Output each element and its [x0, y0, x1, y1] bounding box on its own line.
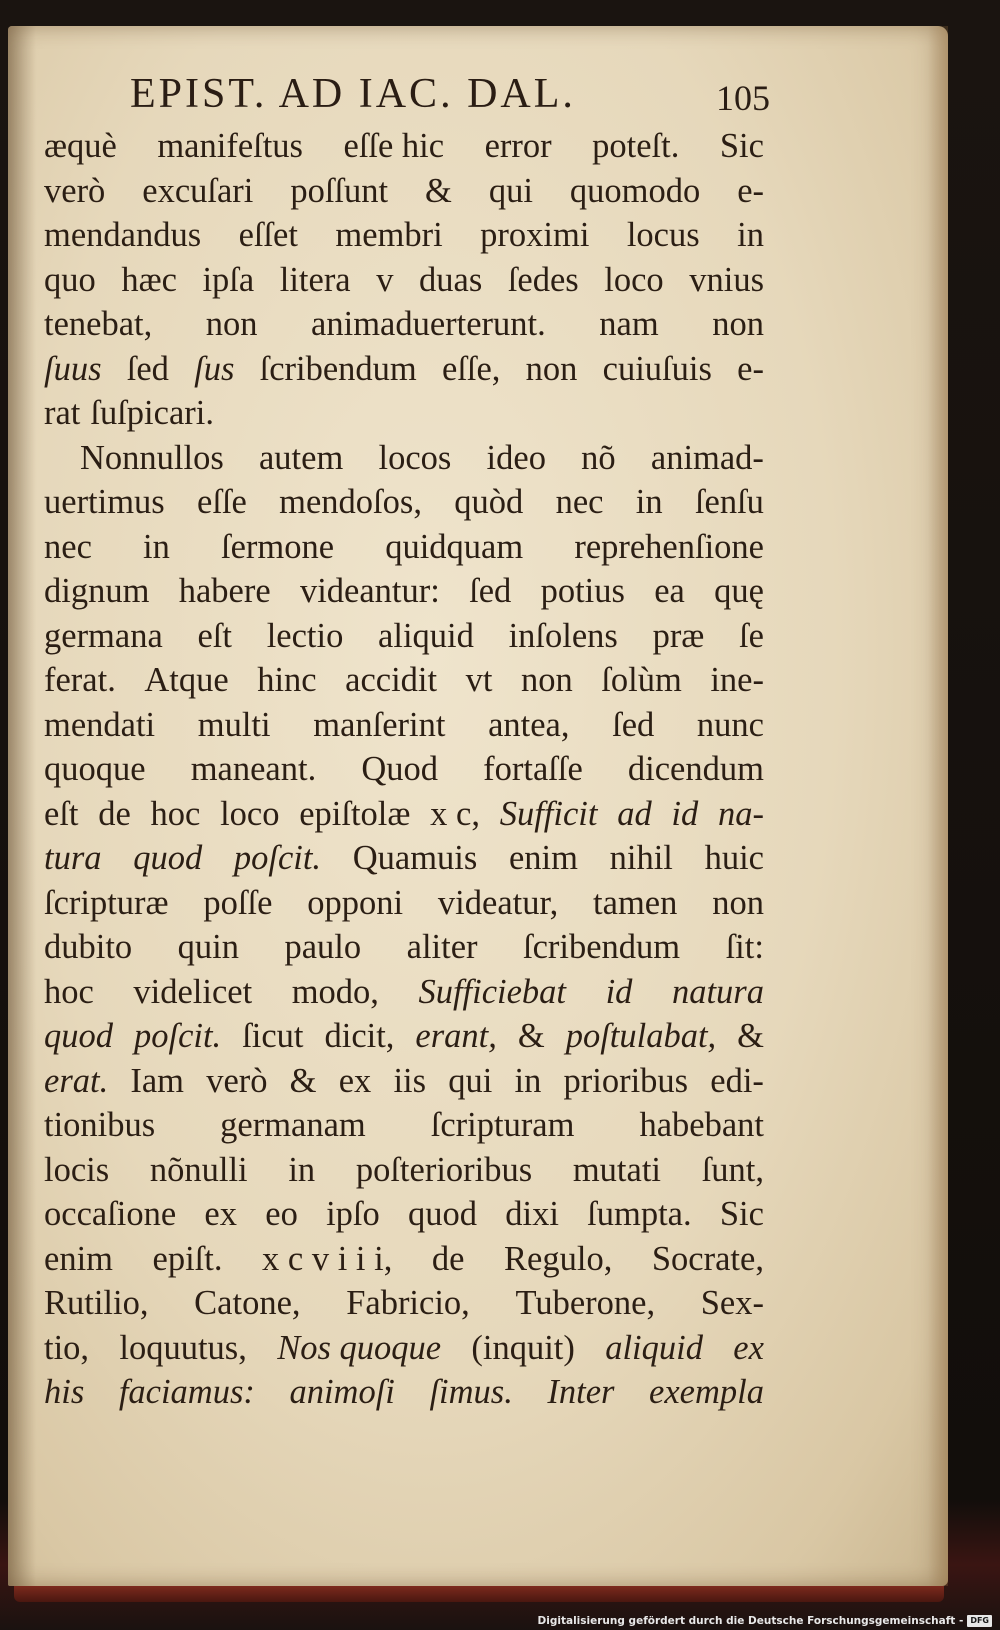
word: Sic [719, 1195, 764, 1233]
word: reprehenſione [574, 527, 764, 566]
word: animoſi [289, 1373, 395, 1411]
word: Inter [547, 1373, 615, 1411]
word: Fabricio, [346, 1284, 470, 1322]
word: quidquam [385, 527, 524, 566]
word: hoc [150, 794, 201, 833]
word: quin [177, 928, 239, 966]
text-line [44, 614, 764, 659]
word: accidit [345, 661, 438, 699]
word: id [671, 794, 699, 833]
word: eſſe [197, 483, 247, 521]
text-line [44, 925, 764, 970]
word: nunc [696, 705, 764, 744]
word: non [205, 305, 258, 343]
word: rat [44, 394, 81, 432]
text-line [44, 213, 764, 258]
word: ſolùm [601, 661, 682, 699]
word: Nos quoque [277, 1328, 442, 1367]
text-line [44, 1103, 764, 1148]
word: nec [555, 483, 604, 521]
word: tura [44, 839, 102, 877]
word: ea [654, 572, 685, 610]
word: manſerint [313, 705, 446, 744]
word: loco [604, 260, 664, 299]
word: de [98, 794, 131, 833]
word: ferat. [44, 661, 116, 699]
word: ipſa [202, 260, 255, 299]
word: nec [44, 527, 92, 566]
word: qui [448, 1061, 493, 1100]
word: epiſt. [152, 1239, 223, 1278]
text-line [44, 1326, 764, 1371]
word: mutati [572, 1150, 661, 1189]
word: poſſe [203, 883, 273, 922]
word: vt [465, 661, 493, 699]
word: Iam [130, 1061, 185, 1100]
word: locos [378, 438, 452, 477]
word: nõnulli [149, 1150, 248, 1189]
word: faciamus: [118, 1373, 255, 1411]
word: in [288, 1150, 316, 1189]
word: proximi [480, 216, 590, 254]
word: ſimus. [429, 1373, 513, 1411]
text-line [44, 881, 764, 926]
word: (inquit) [471, 1328, 575, 1367]
word: modo, [291, 972, 379, 1011]
word: & [425, 171, 452, 210]
word: dicit, [324, 1017, 395, 1055]
dfg-logo: DFG [967, 1615, 992, 1627]
word: ex [338, 1061, 372, 1100]
word: quę [714, 572, 764, 610]
word: quomodo [569, 171, 701, 210]
text-line [44, 658, 764, 703]
credit-text: Digitalisierung gefördert durch die Deutsche Forschungsgemeinschaft - [537, 1615, 964, 1627]
word: ine- [710, 661, 764, 699]
word: multi [197, 705, 271, 744]
word: non [525, 349, 578, 388]
word: eſſe, [442, 349, 501, 388]
book-block-edge [14, 1586, 944, 1602]
digitization-credit [538, 1612, 992, 1630]
page-edge [928, 26, 948, 1586]
word: videatur, [437, 883, 559, 922]
word: poſterioribus [355, 1150, 533, 1189]
word: loco [220, 794, 280, 833]
word: Sufficit [499, 794, 598, 833]
word: in [737, 216, 764, 254]
word: hinc [257, 661, 317, 699]
word: dubito [44, 928, 133, 966]
word: præ [652, 616, 705, 655]
word: tio, [44, 1328, 90, 1367]
text-line [44, 1281, 764, 1326]
word: mendati [44, 705, 156, 744]
word: ſus [194, 349, 235, 388]
text-line [44, 1014, 764, 1059]
word: tenebat, [44, 305, 153, 343]
text-line [44, 1192, 764, 1237]
word: ſermone [221, 527, 335, 566]
word: quod [408, 1195, 477, 1233]
text-line [44, 124, 764, 169]
body-text [44, 124, 764, 1415]
word: nõ [581, 438, 616, 477]
text-line [44, 436, 764, 481]
text-line [44, 792, 764, 837]
word: non [712, 883, 764, 922]
word: ad [617, 794, 652, 833]
word: autem [258, 438, 344, 477]
text-line [44, 525, 764, 570]
word: Sex- [700, 1284, 764, 1322]
page-number: 105 [716, 78, 770, 118]
word: ſumpta. [587, 1195, 692, 1233]
text-line [44, 836, 764, 881]
word: Catone, [194, 1284, 301, 1322]
word: poſcit. [233, 839, 322, 877]
word: his [44, 1373, 85, 1411]
word: e- [737, 349, 764, 388]
word: & [517, 1017, 545, 1055]
word: erant, [415, 1017, 497, 1055]
word: poſtulabat, [565, 1017, 717, 1055]
text-line [44, 970, 764, 1015]
word: aliquid [605, 1328, 703, 1367]
word: nam [599, 305, 659, 343]
word: de [431, 1239, 465, 1278]
word: ex [733, 1328, 764, 1367]
word: eo [265, 1195, 298, 1233]
word: quòd [454, 483, 524, 521]
word: duas [419, 260, 483, 299]
word: quo [44, 260, 96, 299]
word: id [605, 972, 633, 1011]
word: & [737, 1017, 764, 1055]
word: ſit: [725, 928, 764, 966]
word: in [514, 1061, 542, 1100]
word: occaſione [44, 1195, 177, 1233]
word: error [484, 127, 552, 165]
word: poſſunt [290, 171, 389, 210]
word: germana [44, 616, 163, 655]
word: poſcit. [133, 1017, 222, 1055]
word: Nonnullos [80, 438, 224, 477]
word: eſſe hic [343, 127, 445, 165]
word: ſed [469, 572, 512, 610]
word: qui [488, 171, 533, 210]
word: locis [44, 1150, 110, 1189]
page-header [130, 66, 770, 122]
text-line [44, 169, 764, 214]
page-gutter [8, 26, 36, 1586]
running-head: EPIST. AD IAC. DAL. [130, 71, 576, 117]
word: ſcripturam [430, 1106, 575, 1144]
word: & [289, 1061, 317, 1100]
word: mendoſos, [279, 483, 422, 521]
word: dignum [44, 572, 150, 610]
word: videlicet [133, 972, 253, 1011]
word: antea, [488, 705, 570, 744]
word: aliter [406, 928, 478, 966]
word: ideo [486, 438, 546, 477]
text-line [44, 347, 764, 392]
word: ipſo [326, 1195, 380, 1233]
word: x c v i i i, [262, 1239, 393, 1278]
word: non [521, 661, 573, 699]
word: enim [44, 1239, 113, 1278]
word: natura [671, 972, 764, 1011]
word: edi- [710, 1061, 764, 1100]
word: Quamuis [352, 839, 478, 877]
word: ſunt, [701, 1150, 764, 1189]
word: animad- [650, 438, 764, 477]
text-line [44, 480, 764, 525]
word: Atque [144, 661, 229, 699]
word: e- [737, 171, 764, 210]
word: vnius [689, 260, 764, 299]
word: ſedes [507, 260, 579, 299]
word: eſt [197, 616, 232, 655]
word: quoque [44, 750, 146, 788]
word: Regulo, [504, 1239, 613, 1278]
word: quod [133, 839, 203, 877]
word: nihil [609, 839, 673, 877]
word: æquè [44, 127, 117, 165]
word: Tuberone, [515, 1284, 656, 1322]
word: eſt [44, 794, 79, 833]
word: mendandus [44, 216, 202, 254]
word: maneant. [190, 750, 317, 788]
word: habebant [639, 1106, 764, 1144]
word: tionibus [44, 1106, 156, 1144]
word: Rutilio, [44, 1284, 149, 1322]
word: cuiuſuis [602, 349, 712, 388]
word: ſicut [242, 1017, 304, 1055]
word: non [712, 305, 764, 343]
word: hæc [121, 260, 177, 299]
word: verò [44, 171, 106, 210]
word: Sic [719, 127, 764, 165]
word: enim [508, 839, 578, 877]
word: verò [206, 1061, 268, 1100]
word: ſcribendum [522, 928, 681, 966]
word: quod [44, 1017, 113, 1055]
word: potius [540, 572, 625, 610]
word: prioribus [563, 1061, 689, 1100]
text-line [44, 391, 764, 436]
word: ſcribendum [259, 349, 417, 388]
word: in [635, 483, 663, 521]
word: x c, [430, 794, 480, 833]
word: animaduerterunt. [311, 305, 546, 343]
word: huic [704, 839, 764, 877]
text-line [44, 1370, 764, 1415]
text-line [44, 1148, 764, 1193]
text-line [44, 1237, 764, 1282]
word: ſuſpicari. [90, 394, 214, 432]
word: ſenſu [694, 483, 764, 521]
word: erat. [44, 1061, 109, 1100]
word: germanam [220, 1106, 366, 1144]
word: ſed [126, 349, 169, 388]
word: eſſet [238, 216, 298, 254]
word: ſcripturæ [44, 883, 169, 922]
text-line [44, 1059, 764, 1104]
word: ſuus [44, 349, 102, 388]
word: tamen [593, 883, 678, 922]
word: epiſtolæ [299, 794, 411, 833]
word: Quod [361, 750, 439, 788]
word: ex [204, 1195, 237, 1233]
word: locus [626, 216, 700, 254]
word: na- [718, 794, 764, 833]
word: videantur: [299, 572, 440, 610]
text-line [44, 703, 764, 748]
word: habere [178, 572, 271, 610]
word: inſolens [508, 616, 618, 655]
word: aliquid [378, 616, 474, 655]
word: uertimus [44, 483, 165, 521]
word: iis [393, 1061, 427, 1100]
word: membri [335, 216, 443, 254]
word: paulo [284, 928, 362, 966]
text-line [44, 258, 764, 303]
text-line [44, 569, 764, 614]
word: Sufficiebat [418, 972, 567, 1011]
word: exempla [649, 1373, 764, 1411]
word: excuſari [142, 171, 254, 210]
word: ſed [612, 705, 655, 744]
word: litera [279, 260, 351, 299]
text-line [44, 302, 764, 347]
word: hoc [44, 972, 94, 1011]
word: Socrate, [651, 1239, 764, 1278]
word: opponi [307, 883, 404, 922]
text-line [44, 747, 764, 792]
word: v [376, 260, 394, 299]
word: lectio [266, 616, 344, 655]
word: ſe [739, 616, 764, 655]
word: dicendum [627, 750, 764, 788]
word: dixi [505, 1195, 559, 1233]
word: loquutus, [119, 1328, 247, 1367]
word: fortaſſe [483, 750, 583, 788]
word: poteſt. [592, 127, 680, 165]
word: in [143, 527, 170, 566]
word: manifeſtus [157, 127, 303, 165]
